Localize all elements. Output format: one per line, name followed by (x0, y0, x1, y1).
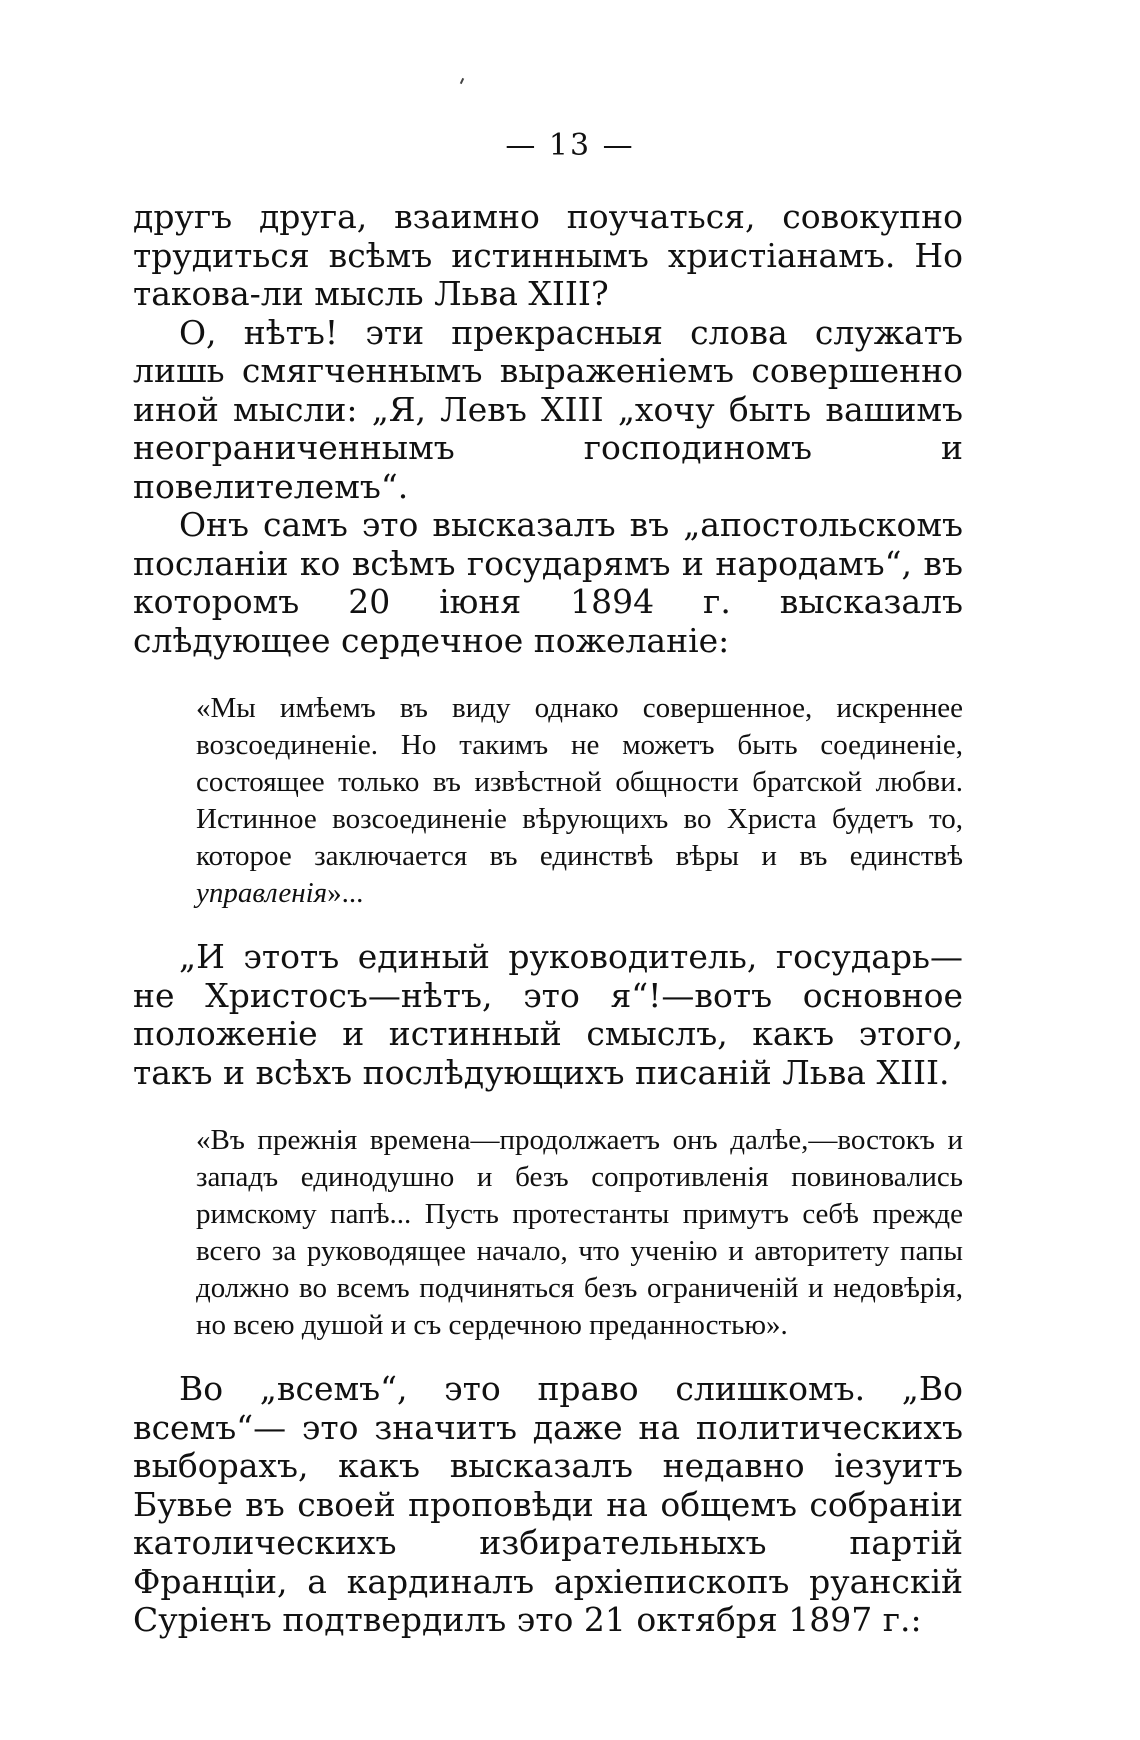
paragraph-leader: „И этотъ единый руководитель, государь—не Христосъ—нѣтъ, это я“!—вотъ основное положеніе и истинный смыслъ, какъ этого, такъ и всѣхъ послѣдующихъ писаній Льва XIII. (133, 937, 963, 1092)
paragraph-continuation: другъ друга, взаимно поучаться, совокупно трудиться всѣмъ истиннымъ христіанамъ. Но такова-ли мысль Льва XIII? (133, 197, 963, 313)
paragraph-everything: Во „всемъ“, это право слишкомъ. „Во всемъ“— это значитъ даже на политическихъ выборахъ, какъ высказалъ недавно іезуитъ Бувье въ своей проповѣди на общемъ собраніи католическихъ избирательныхъ партій Франціи, а кардиналъ архіепископъ руанскій Суріенъ подтвердилъ это 21 октября 1897 г.: (133, 1369, 963, 1639)
quote-text: «Мы имѣемъ въ виду однако совершенное, искреннее возсоединеніе. Но такимъ не можетъ быть соединеніе, состоящее только въ извѣстной общности братской любви. Истинное возсоединеніе вѣрующихъ во Христа будетъ то, которое заключается въ единствѣ вѣры и въ единствѣ (196, 692, 963, 872)
paragraph-no: О, нѣтъ! эти прекрасныя слова служатъ лишь смягченнымъ выраженіемъ совершенно иной мысли: „Я, Левъ XIII „хочу быть вашимъ неограниченнымъ господиномъ и повелителемъ“. (133, 312, 963, 506)
body-text (133, 198, 963, 1640)
quote-text: «Въ прежнія времена—продолжаетъ онъ далѣе,—востокъ и западъ единодушно и безъ сопротивленія повиновались римскому папѣ... Пусть протестанты примутъ себѣ прежде всего за руководящее начало, что ученію и авторитету папы должно во всемъ подчиняться безъ ограниченій и недовѣрія, но всею душой и съ сердечною преданностью». (196, 1124, 963, 1341)
block-quote-reunion (196, 690, 963, 912)
paragraph-epistle: Онъ самъ это высказалъ въ „апостольскомъ посланіи ко всѣмъ государямъ и народамъ“, въ которомъ 20 іюня 1894 г. высказалъ слѣдующее сердечное пожеланіе: (133, 505, 963, 660)
quote-ending: »... (327, 877, 364, 909)
page-number: — 13 — (505, 128, 635, 163)
quote-italic-word: управленія (196, 877, 328, 909)
scan-speck (460, 78, 464, 84)
block-quote-former-times (196, 1122, 963, 1344)
